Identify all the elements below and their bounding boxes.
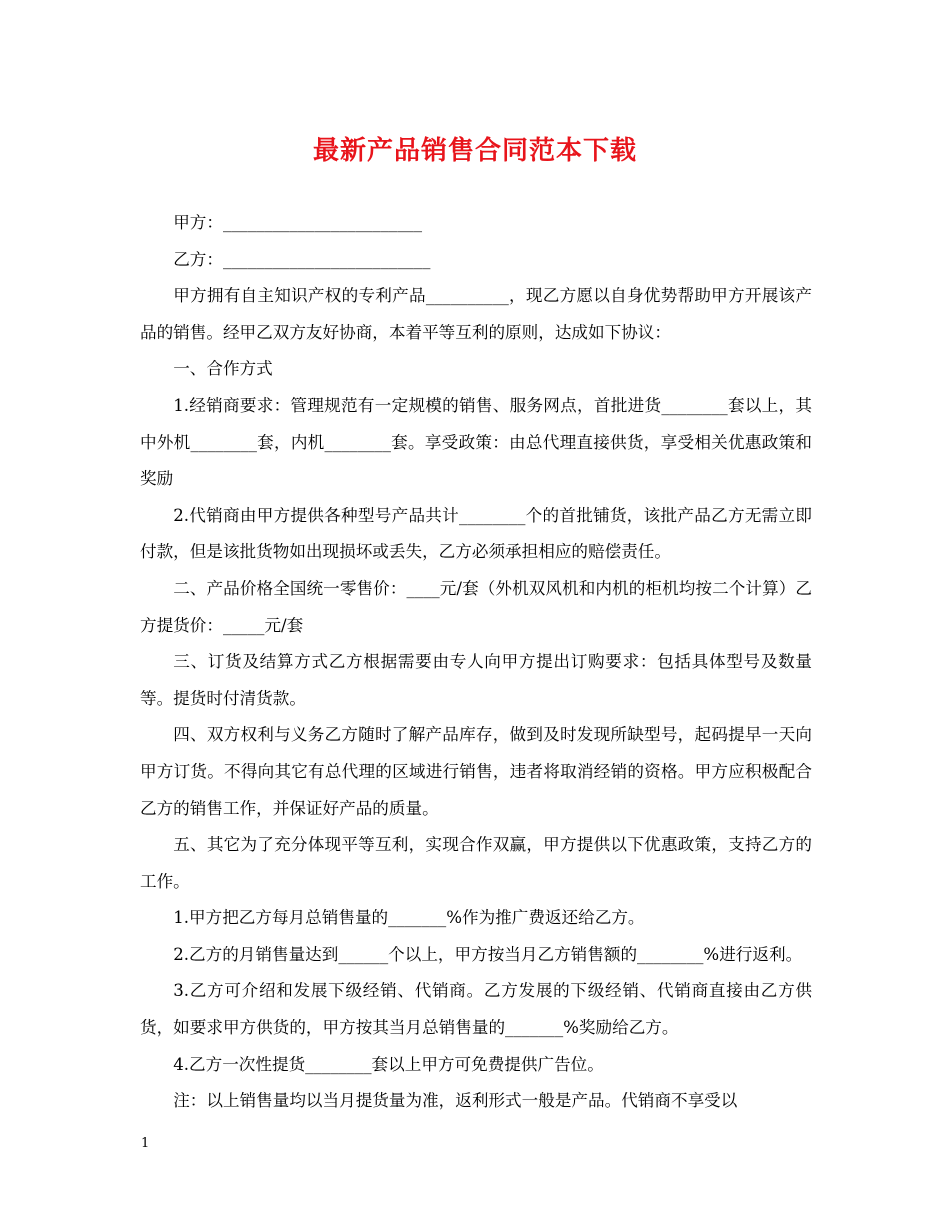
clause-paragraph: 四、双方权利与义务乙方随时了解产品库存，做到及时发现所缺型号，起码提早一天向甲方订货。不得向其它有总代理的区域进行销售，违者将取消经销的资格。甲方应积极配合乙方的销售工作，并保证好产品的质量。	[140, 725, 812, 818]
clause-paragraph: 三、订货及结算方式乙方根据需要由专人向甲方提出订购要求：包括具体型号及数量等。提货时付清货款。	[140, 652, 812, 708]
party-a-line: 甲方：________________________	[173, 213, 423, 232]
section-heading-cooperation: 一、合作方式	[173, 359, 273, 379]
clause-paragraph: 1.经销商要求：管理规范有一定规模的销售、服务网点，首批进货________套以上，其中外机________套，内机________套。享受政策：由总代理直接供货，享受相关优惠政策和奖励	[140, 395, 812, 489]
clause-paragraph: 二、产品价格全国统一零售价：____元/套（外机双风机和内机的柜机均按二个计算）乙方提货价：_____元/套	[140, 578, 812, 635]
party-b-line: 乙方：_________________________	[173, 249, 431, 269]
clause-paragraph: 1.甲方把乙方每月总销售量的_______%作为推广费返还给乙方。	[173, 908, 645, 928]
clause-paragraph: 3.乙方可介绍和发展下级经销、代销商。乙方发展的下级经销、代销商直接由乙方供货，如要求甲方供货的，甲方按其当月总销售量的_______%奖励给乙方。	[140, 981, 812, 1038]
note-paragraph: 注：以上销售量均以当月提货量为准，返利形式一般是产品。代销商不享受以	[173, 1091, 738, 1111]
preamble-paragraph: 甲方拥有自主知识产权的专利产品__________，现乙方愿以自身优势帮助甲方开展该产品的销售。经甲乙双方友好协商，本着平等互利的原则，达成如下协议：	[140, 286, 812, 342]
clause-paragraph: 4.乙方一次性提货________套以上甲方可免费提供广告位。	[173, 1054, 604, 1074]
clause-paragraph: 2.乙方的月销售量达到______个以上，甲方按当月乙方销售额的________%进行返利。	[173, 944, 803, 964]
clause-paragraph: 2.代销商由甲方提供各种型号产品共计________个的首批铺货，该批产品乙方无需立即付款，但是该批货物如出现损坏或丢失，乙方必须承担相应的赔偿责任。	[140, 505, 812, 562]
clause-paragraph: 五、其它为了充分体现平等互利，实现合作双赢，甲方提供以下优惠政策，支持乙方的工作。	[140, 835, 812, 891]
document-body	[140, 205, 812, 1120]
page-number: 1	[141, 1136, 150, 1151]
document-title: 最新产品销售合同范本下载	[312, 136, 637, 166]
